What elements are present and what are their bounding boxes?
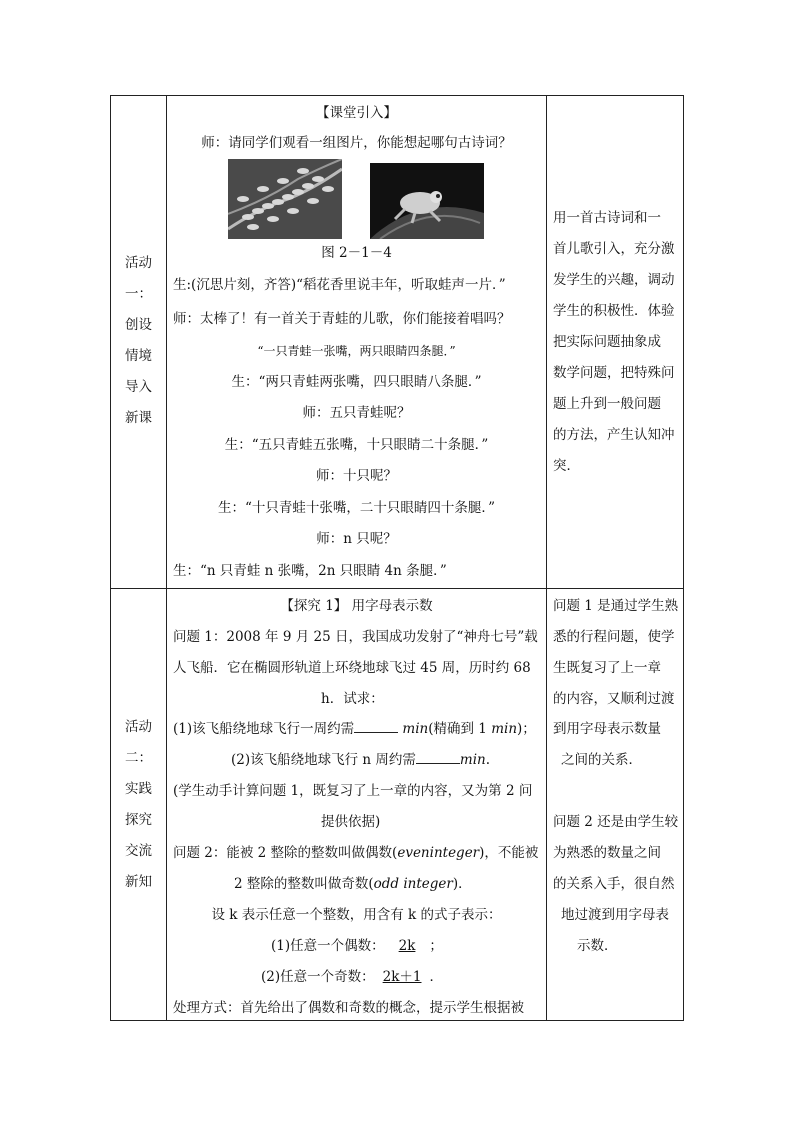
q1a-end: )； (517, 721, 536, 737)
rice-photo (228, 159, 342, 239)
note-line: 的方法，产生认知冲 (553, 427, 675, 443)
note-line: 的关系入手，很自然 (553, 876, 675, 892)
label-line: 情境 (125, 348, 152, 364)
even-answer: 2k (398, 938, 416, 954)
note-line: 悉的行程问题，使学 (553, 629, 675, 645)
label-line: 新知 (125, 874, 152, 890)
dialogue-line: 生：“十只青蛙十张嘴，二十只眼睛四十条腿．” (217, 500, 496, 516)
problem1-line: h．试求： (321, 691, 384, 707)
teacher-question: 师：太棒了！有一首关于青蛙的儿歌，你们能接着唱吗？ (173, 311, 511, 327)
label-line: 二： (125, 750, 152, 766)
teacher-question: 师：请同学们观看一组图片，你能想起哪句古诗词？ (201, 135, 512, 151)
label-line: 一： (125, 286, 152, 302)
term: odd integer (373, 876, 453, 892)
dialogue-line: 师：n 只呢？ (316, 531, 397, 547)
label-line: 新课 (125, 410, 152, 426)
note-line: 地过渡到用字母表 (561, 907, 669, 923)
calc-note: (学生动手计算问题 1，既复习了上一章的内容，又为第 2 问 (173, 783, 533, 799)
note-line: 问题 1 是通过学生熟 (553, 598, 679, 614)
question-1b (231, 751, 490, 769)
col-divider-2 (546, 96, 547, 1020)
odd-answer: 2k＋1 (382, 969, 422, 985)
calc-note: 提供依据) (321, 814, 381, 830)
label-line: 活动 (125, 719, 152, 735)
dialogue-line: 师：五只青蛙呢？ (302, 405, 411, 421)
note-line: 数学问题，把特殊问 (553, 365, 675, 381)
label-line: 实践 (125, 781, 152, 797)
problem2-line (173, 844, 538, 862)
q1b-text: (2)该飞船绕地球飞行 n 周约需 (231, 752, 416, 768)
answer-blank (416, 751, 460, 764)
section-heading: 【课堂引入】 (316, 105, 397, 121)
p2-end: )． (452, 876, 472, 892)
p2-line2: 2 整除的整数叫做奇数( (234, 876, 374, 892)
problem1-line: 人飞船．它在椭圆形轨道上环绕地球飞过 45 周，历时约 68 (173, 660, 531, 676)
odd-expression (261, 968, 443, 986)
row-divider (111, 588, 683, 589)
k-definition: 设 k 表示任意一个整数，用含有 k 的式子表示： (211, 907, 502, 923)
question-1a (173, 720, 536, 738)
unit: min (491, 721, 518, 737)
label-line: 交流 (125, 843, 152, 859)
note-line: 突． (553, 458, 580, 474)
odd-label: (2)任意一个奇数： (261, 969, 375, 985)
dialogue-line: 生：“n 只青蛙 n 张嘴，2n 只眼睛 4n 条腿．” (173, 563, 447, 579)
note-line: 学生的积极性．体验 (553, 303, 675, 319)
note-line: 问题 2 还是由学生较 (553, 814, 679, 830)
note-line: 生既复习了上一章 (553, 660, 661, 676)
note-line: 为熟悉的数量之间 (553, 845, 661, 861)
unit: min (402, 721, 429, 737)
figure-caption: 图 2－1－4 (321, 245, 392, 261)
note-line: 题上升到一般问题 (553, 396, 661, 412)
q1a-tail: (精确到 1 (428, 721, 492, 737)
note-line: 发学生的兴趣，调动 (553, 272, 675, 288)
label-line: 探究 (125, 812, 152, 828)
note-line: 的内容，又顺利过渡 (553, 691, 675, 707)
student-answer: 生:(沉思片刻，齐答)“稻花香里说丰年，听取蛙声一片．” (173, 277, 506, 293)
label-line: 创设 (125, 317, 152, 333)
dialogue-line: 生：“两只青蛙两张嘴，四只眼睛八条腿．” (231, 374, 482, 390)
even-label: (1)任意一个偶数： (271, 938, 385, 954)
even-expression (271, 937, 443, 955)
note-line: 示数． (577, 938, 618, 954)
note-line: 之间的关系． (561, 752, 642, 768)
dialogue-line: 生：“五只青蛙五张嘴，十只眼睛二十条腿．” (224, 437, 489, 453)
q1b-end: . (485, 752, 491, 768)
dialogue-line: 师：十只呢？ (316, 468, 397, 484)
note-line: 用一首古诗词和一 (553, 210, 661, 226)
frog-photo (370, 163, 484, 239)
problem2-line (234, 875, 472, 893)
lesson-table (110, 95, 684, 1021)
even-end: ； (429, 938, 443, 954)
p2-mid: )，不能被 (479, 845, 539, 861)
q1a-text: (1)该飞船绕地球飞行一周约需 (173, 721, 355, 737)
term: eveninteger (397, 845, 480, 861)
label-line: 活动 (125, 255, 152, 271)
note-line: 首儿歌引入，充分激 (553, 241, 675, 257)
label-line: 导入 (125, 379, 152, 395)
problem1-line: 问题 1：2008 年 9 月 25 日，我国成功发射了“神舟七号”载 (173, 629, 538, 645)
col-divider-1 (166, 96, 167, 1020)
handling-note: 处理方式：首先给出了偶数和奇数的概念，提示学生根据被 (173, 1000, 524, 1016)
dialogue-line: “一只青蛙一张嘴，两只眼睛四条腿．” (257, 344, 456, 358)
section-heading: 【探究 1】 用字母表示数 (280, 598, 433, 614)
unit: min (459, 752, 486, 768)
odd-end: ． (429, 969, 443, 985)
p2-prefix: 问题 2：能被 2 整除的整数叫做偶数( (173, 845, 398, 861)
answer-blank (354, 720, 398, 733)
note-line: 到用字母表示数量 (553, 721, 661, 737)
note-line: 把实际问题抽象成 (553, 334, 661, 350)
